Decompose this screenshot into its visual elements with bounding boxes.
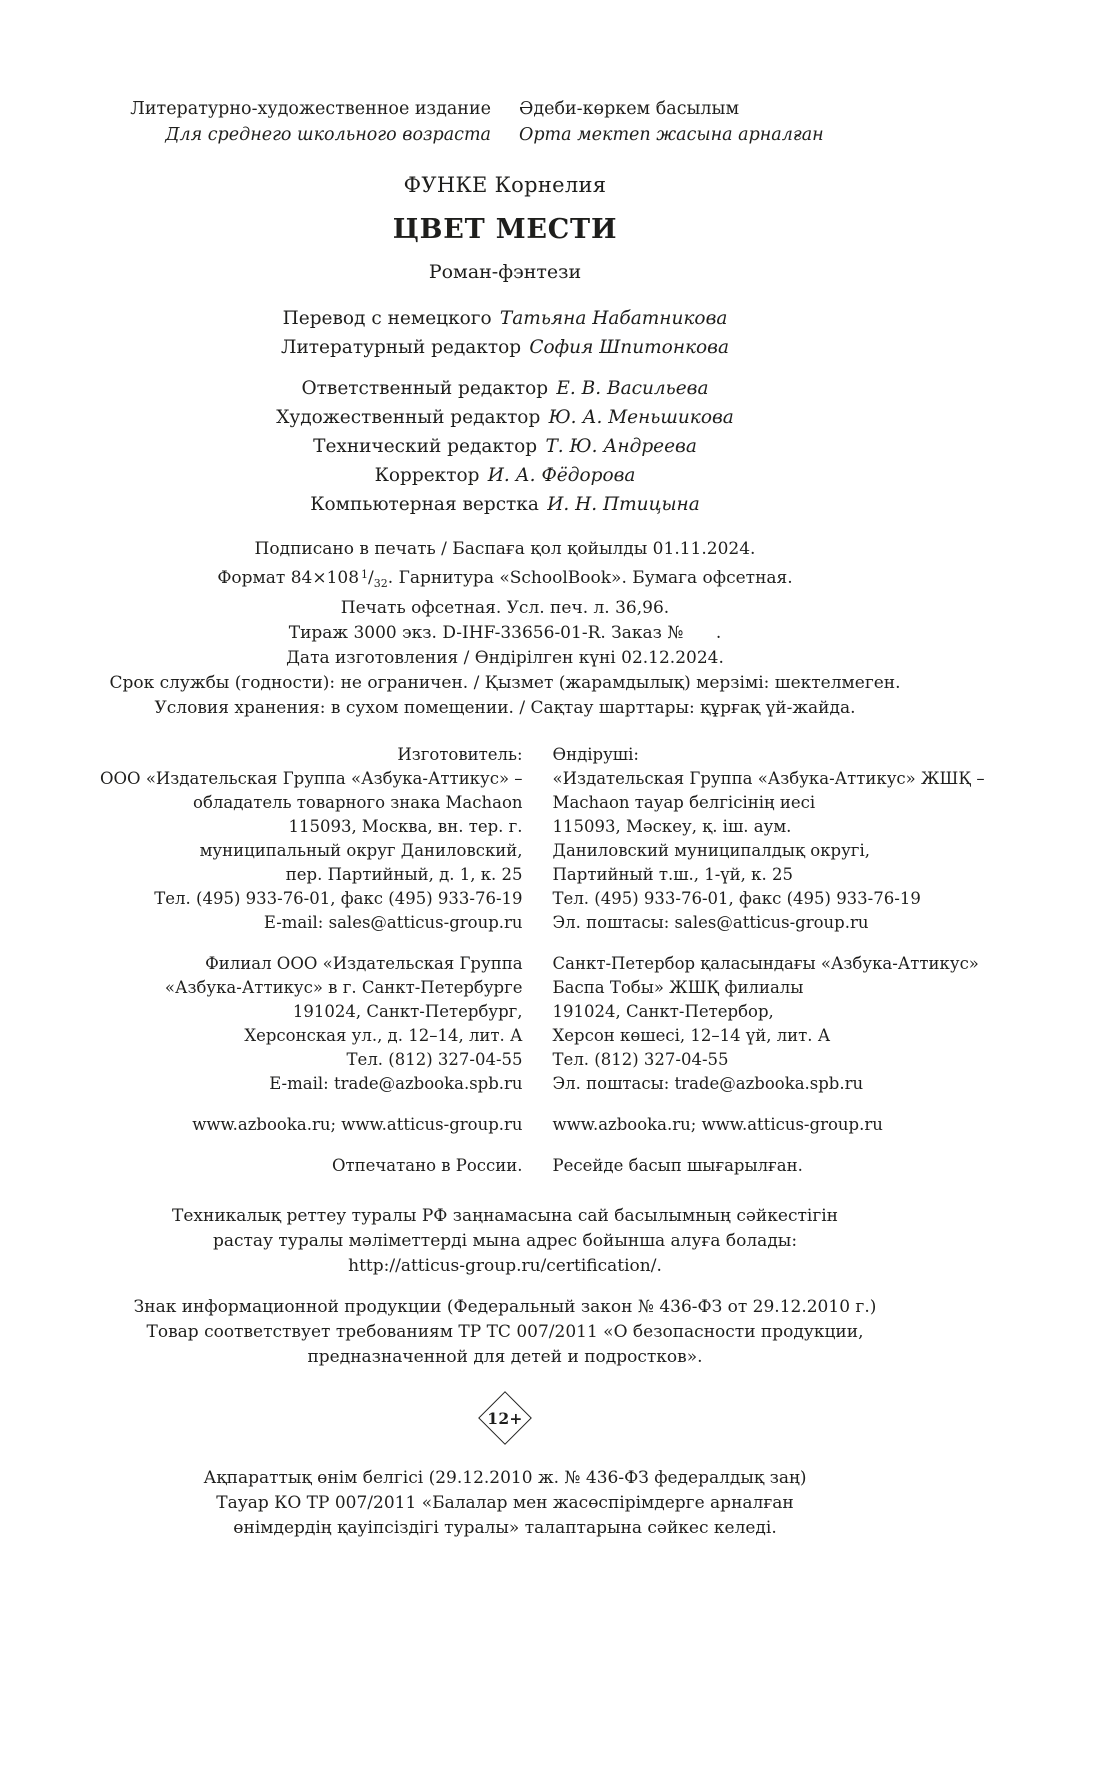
info-sign-line: Товар соответствует требованиям ТР ТС 007/2011 «О безопасности продукции, — [146, 1322, 864, 1342]
info-sign-line: Тауар КО ТР 007/2011 «Балалар мен жасөспірімдерге арналған — [216, 1493, 794, 1513]
print-lines — [100, 596, 910, 721]
address-line: Санкт-Петербор қаласындағы «Азбука-Аттикус» — [552, 954, 979, 973]
address-line: E-mail: sales@atticus-group.ru — [263, 913, 523, 932]
address-line: Өндіруші: — [552, 745, 639, 764]
websites-ru: www.azbooka.ru; www.atticus-group.ru — [192, 1115, 523, 1134]
address-line: 115093, Москва, вн. тер. г. — [288, 817, 523, 836]
address-line: «Издательская Группа «Азбука-Аттикус» ЖШҚ – — [552, 769, 985, 788]
credit-name: София Шпитонкова — [529, 337, 729, 358]
address-line: 191024, Санкт-Петербор, — [552, 1002, 774, 1021]
staff-line — [100, 374, 910, 403]
print-line: Тираж 3000 экз. D-IHF-33656-01-R. Заказ № . — [288, 623, 722, 643]
translation-credits — [100, 304, 910, 362]
manufacturer-section — [100, 743, 985, 1178]
address-line: Даниловский муниципалдық округі, — [552, 841, 870, 860]
edition-note-kk — [519, 96, 910, 148]
staff-name: Ю. А. Меньшикова — [548, 407, 734, 428]
edition-type-kk: Әдеби-көркем басылым — [519, 99, 740, 119]
address-line: «Азбука-Аттикус» в г. Санкт-Петербурге — [164, 978, 523, 997]
address-line: 115093, Мәскеу, қ. іш. аум. — [552, 817, 792, 836]
staff-name: Т. Ю. Андреева — [545, 436, 697, 457]
credit-role: Литературный редактор — [281, 337, 522, 358]
staff-name: Е. В. Васильева — [556, 378, 709, 399]
editorial-staff — [100, 374, 910, 519]
branch-kk-address — [553, 952, 985, 1096]
staff-role: Корректор — [374, 465, 480, 486]
book-title: ЦВЕТ МЕСТИ — [392, 214, 618, 245]
certification-line: Техникалық реттеу туралы РФ заңнамасына сай басылымның сәйкестігін — [172, 1206, 838, 1226]
address-line: Баспа Тобы» ЖШҚ филиалы — [552, 978, 804, 997]
manufacturer-kk-column — [553, 743, 985, 1178]
edition-audience-kk: Орта мектеп жасына арналған — [519, 125, 824, 145]
address-line: Эл. поштасы: sales@atticus-group.ru — [552, 913, 869, 932]
manufacturer-ru-address — [100, 743, 523, 935]
author-name: ФУНКЕ Корнелия — [403, 173, 607, 197]
format-suffix: . Гарнитура «SchoolBook». Бумага офсетная. — [387, 568, 793, 588]
print-format-line — [100, 562, 910, 596]
staff-line — [100, 490, 910, 519]
certification-line: http://atticus-group.ru/certification/. — [348, 1256, 662, 1276]
print-line: Печать офсетная. Усл. печ. л. 36,96. — [340, 598, 670, 618]
format-numerator: 1 — [361, 568, 369, 581]
address-line: E-mail: trade@azbooka.spb.ru — [269, 1074, 523, 1093]
staff-line — [100, 403, 910, 432]
info-sign-kk — [100, 1466, 910, 1541]
address-line: муниципальный округ Даниловский, — [199, 841, 523, 860]
format-slash: / — [368, 568, 374, 588]
address-line: Херсон көшесі, 12–14 үй, лит. А — [552, 1026, 831, 1045]
address-line: Machaon тауар белгісінің иесі — [552, 793, 816, 812]
address-line: 191024, Санкт-Петербург, — [292, 1002, 523, 1021]
print-details — [100, 537, 910, 721]
staff-line — [100, 432, 910, 461]
staff-role: Компьютерная верстка — [310, 494, 539, 515]
credit-line — [100, 304, 910, 333]
address-line: Эл. поштасы: trade@azbooka.spb.ru — [552, 1074, 864, 1093]
info-sign-line: Знак информационной продукции (Федеральный закон № 436-ФЗ от 29.12.2010 г.) — [133, 1297, 877, 1317]
address-line: ООО «Издательская Группа «Азбука-Аттикус» – — [100, 769, 523, 788]
staff-role: Ответственный редактор — [301, 378, 549, 399]
age-rating-badge — [477, 1390, 533, 1446]
credit-name: Татьяна Набатникова — [499, 308, 728, 329]
staff-name: И. Н. Птицына — [547, 494, 700, 515]
credit-role: Перевод с немецкого — [282, 308, 492, 329]
certification-line: растау туралы мәліметтерді мына адрес бойынша алуға болады: — [212, 1231, 798, 1251]
edition-header — [100, 96, 910, 148]
printed-in-ru: Отпечатано в России. — [331, 1156, 523, 1175]
address-line: Тел. (812) 327-04-55 — [552, 1050, 729, 1069]
edition-audience-ru: Для среднего школьного возраста — [165, 125, 491, 145]
info-sign-line: Ақпараттық өнім белгісі (29.12.2010 ж. № 436-ФЗ федералдық заң) — [203, 1468, 807, 1488]
book-subtitle: Роман-фэнтези — [428, 261, 582, 283]
address-line: обладатель товарного знака Machaon — [193, 793, 523, 812]
manufacturer-ru-column — [100, 743, 523, 1178]
address-line: Филиал ООО «Издательская Группа — [205, 954, 523, 973]
print-line: Условия хранения: в сухом помещении. / Сақтау шарттары: құрғақ үй-жайда. — [154, 698, 856, 718]
address-line: Тел. (812) 327-04-55 — [346, 1050, 523, 1069]
age-rating-label: 12+ — [487, 1408, 523, 1428]
edition-type-ru: Литературно-художественное издание — [130, 99, 491, 119]
printed-in-kk: Ресейде басып шығарылған. — [552, 1156, 803, 1175]
colophon-content — [100, 96, 985, 1541]
staff-role: Технический редактор — [313, 436, 538, 457]
manufacturer-kk-address — [553, 743, 985, 935]
certification-note — [100, 1204, 910, 1279]
address-line: Партийный т.ш., 1-үй, к. 25 — [552, 865, 793, 884]
format-prefix: Формат 84×108 — [217, 568, 360, 588]
websites-kk: www.azbooka.ru; www.atticus-group.ru — [552, 1115, 883, 1134]
branch-ru-address — [100, 952, 523, 1096]
address-line: Изготовитель: — [397, 745, 523, 764]
address-line: Тел. (495) 933-76-01, факс (495) 933-76-19 — [154, 889, 523, 908]
print-signed-line: Подписано в печать / Баспаға қол қойылды 01.11.2024. — [254, 539, 756, 559]
print-line: Дата изготовления / Өндірілген күні 02.12.2024. — [286, 648, 724, 668]
info-sign-line: предназначенной для детей и подростков». — [307, 1347, 703, 1367]
format-denominator: 32 — [373, 577, 388, 590]
credit-line — [100, 333, 910, 362]
staff-name: И. А. Фёдорова — [487, 465, 636, 486]
staff-line — [100, 461, 910, 490]
info-sign-line: өнімдердің қауіпсіздігі туралы» талаптарына сәйкес келеді. — [233, 1518, 777, 1538]
print-line: Срок службы (годности): не ограничен. / Қызмет (жарамдылық) мерзімі: шектелмеген. — [109, 673, 901, 693]
address-line: Тел. (495) 933-76-01, факс (495) 933-76-19 — [552, 889, 921, 908]
staff-role: Художественный редактор — [276, 407, 541, 428]
address-line: пер. Партийный, д. 1, к. 25 — [285, 865, 523, 884]
info-sign-ru — [100, 1295, 910, 1370]
address-line: Херсонская ул., д. 12–14, лит. А — [244, 1026, 523, 1045]
edition-note-ru — [100, 96, 491, 148]
